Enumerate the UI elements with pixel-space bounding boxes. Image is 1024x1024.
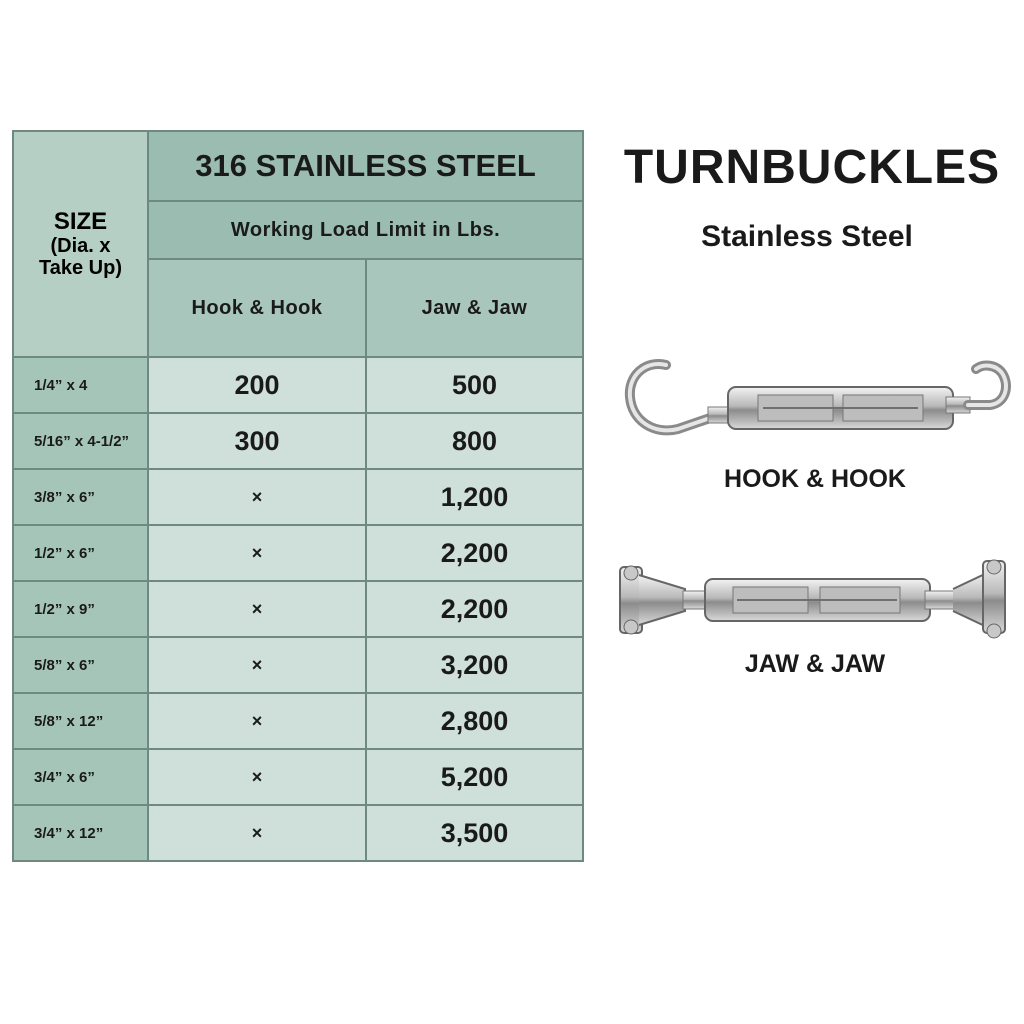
table-row xyxy=(13,413,583,469)
hook-hook-value: 200 xyxy=(148,357,366,413)
column-header-hook: Hook & Hook xyxy=(148,259,366,357)
table-row xyxy=(13,693,583,749)
hook-hook-value: × xyxy=(148,637,366,693)
table-row xyxy=(13,749,583,805)
hook-hook-value: × xyxy=(148,525,366,581)
jaw-jaw-value: 500 xyxy=(366,357,583,413)
product-subtitle: Stainless Steel xyxy=(701,220,913,253)
jaw-jaw-value: 1,200 xyxy=(366,469,583,525)
jaw-jaw-value: 800 xyxy=(366,413,583,469)
jaw-jaw-caption: JAW & JAW xyxy=(744,650,886,678)
size-column-header xyxy=(13,131,148,357)
size-header-line2: (Dia. x xyxy=(50,235,111,258)
hook-hook-value: × xyxy=(148,469,366,525)
hook-hook-value: 300 xyxy=(148,413,366,469)
size-cell: 1/4” x 4 xyxy=(13,357,148,413)
hook-hook-turnbuckle-image xyxy=(618,355,1013,450)
jaw-jaw-turnbuckle-image xyxy=(615,555,1015,645)
size-cell: 5/16” x 4-1/2” xyxy=(13,413,148,469)
table-row xyxy=(13,357,583,413)
hook-hook-value: × xyxy=(148,749,366,805)
size-cell: 3/4” x 6” xyxy=(13,749,148,805)
table-row xyxy=(13,581,583,637)
table-row xyxy=(13,637,583,693)
hook-hook-caption: HOOK & HOOK xyxy=(724,465,906,493)
jaw-jaw-value: 5,200 xyxy=(366,749,583,805)
size-cell: 5/8” x 12” xyxy=(13,693,148,749)
hook-hook-value: × xyxy=(148,805,366,861)
jaw-jaw-value: 3,500 xyxy=(366,805,583,861)
table-row xyxy=(13,525,583,581)
size-cell: 5/8” x 6” xyxy=(13,637,148,693)
size-header-line3: Take Up) xyxy=(39,257,122,280)
size-cell: 3/4” x 12” xyxy=(13,805,148,861)
size-cell: 1/2” x 9” xyxy=(13,581,148,637)
table-row xyxy=(13,805,583,861)
table-title: 316 STAINLESS STEEL xyxy=(148,131,583,201)
size-header-line1: SIZE xyxy=(53,207,108,235)
jaw-jaw-value: 3,200 xyxy=(366,637,583,693)
size-cell: 3/8” x 6” xyxy=(13,469,148,525)
table-row xyxy=(13,469,583,525)
size-cell: 1/2” x 6” xyxy=(13,525,148,581)
load-limit-table xyxy=(12,130,584,862)
hook-hook-value: × xyxy=(148,581,366,637)
jaw-jaw-value: 2,200 xyxy=(366,581,583,637)
jaw-jaw-value: 2,200 xyxy=(366,525,583,581)
jaw-jaw-value: 2,800 xyxy=(366,693,583,749)
table-subtitle: Working Load Limit in Lbs. xyxy=(148,201,583,259)
column-header-jaw: Jaw & Jaw xyxy=(366,259,583,357)
table-body xyxy=(13,357,583,861)
hook-hook-value: × xyxy=(148,693,366,749)
product-title: TURNBUCKLES xyxy=(623,141,1001,194)
